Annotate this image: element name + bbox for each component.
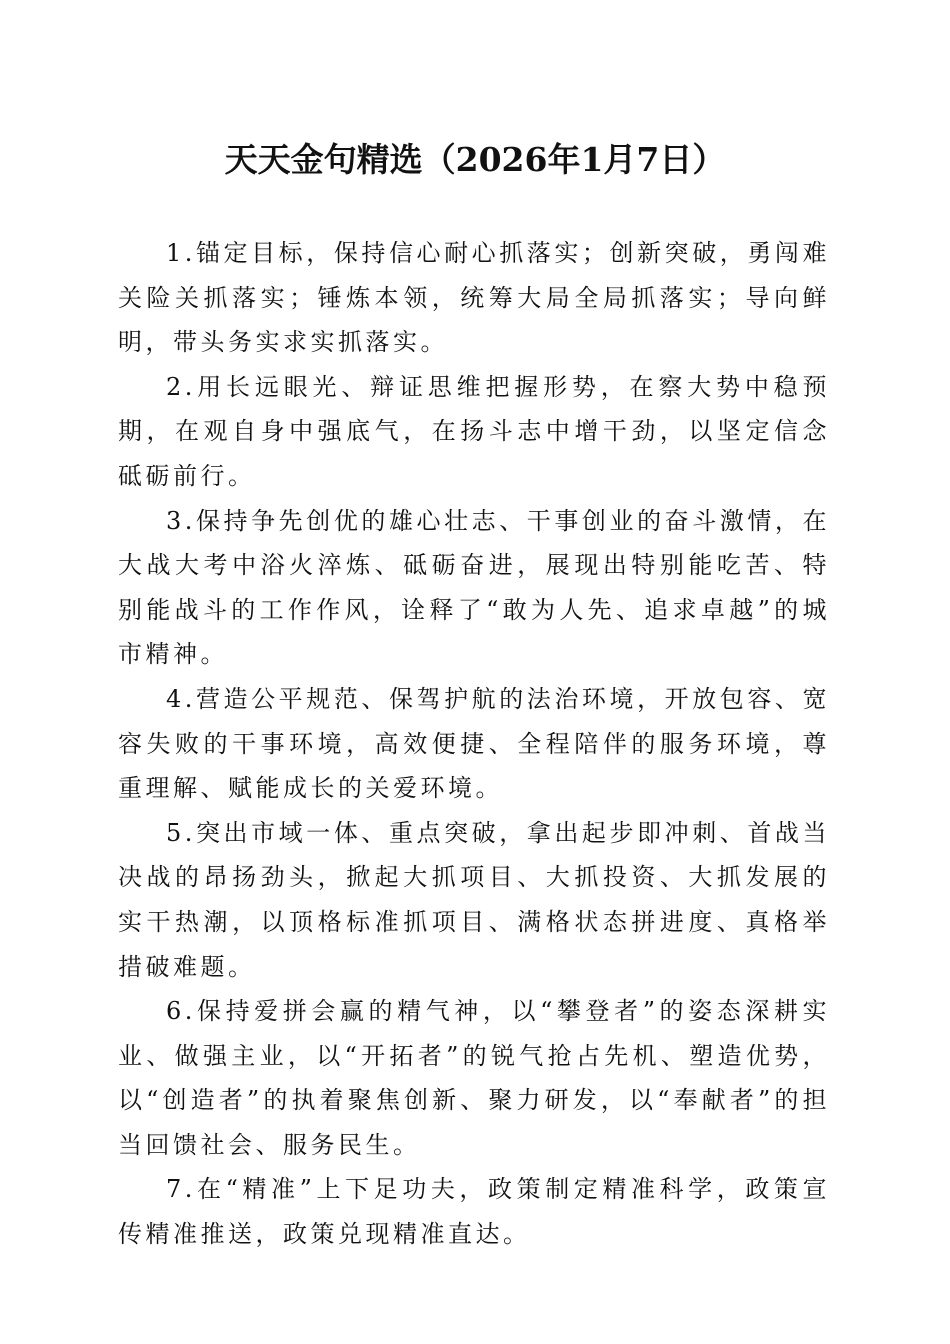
paragraph-1: 1.锚定目标，保持信心耐心抓落实；创新突破，勇闯难关险关抓落实；锤炼本领，统筹大局全局抓落实；导向鲜明，带头务实求实抓落实。 — [118, 239, 830, 357]
document-title: 天天金句精选（2026年1月7日） — [224, 140, 726, 179]
document-body — [118, 231, 830, 1257]
paragraph-2: 2.用长远眼光、辩证思维把握形势，在察大势中稳预期，在观自身中强底气，在扬斗志中增干劲，以坚定信念砥砺前行。 — [118, 372, 830, 490]
paragraph-3: 3.保持争先创优的雄心壮志、干事创业的奋斗激情，在大战大考中浴火淬炼、砥砺奋进，展现出特别能吃苦、特别能战斗的工作作风，诠释了“敢为人先、追求卓越”的城市精神。 — [118, 506, 830, 669]
paragraph-7: 7.在“精准”上下足功夫，政策制定精准科学，政策宣传精准推送，政策兑现精准直达。 — [118, 1175, 830, 1249]
paragraph-4: 4.营造公平规范、保驾护航的法治环境，开放包容、宽容失败的干事环境，高效便捷、全程陪伴的服务环境，尊重理解、赋能成长的关爱环境。 — [118, 684, 830, 803]
paragraph-5: 5.突出市域一体、重点突破，拿出起步即冲刺、首战当决战的昂扬劲头，掀起大抓项目、大抓投资、大抓发展的实干热潮，以顶格标准抓项目、满格状态拼进度、真格举措破难题。 — [118, 818, 830, 981]
paragraph-6: 6.保持爱拼会赢的精气神，以“攀登者”的姿态深耕实业、做强主业，以“开拓者”的锐气抢占先机、塑造优势，以“创造者”的执着聚焦创新、聚力研发，以“奉献者”的担当回馈社会、服务民生。 — [118, 997, 830, 1159]
